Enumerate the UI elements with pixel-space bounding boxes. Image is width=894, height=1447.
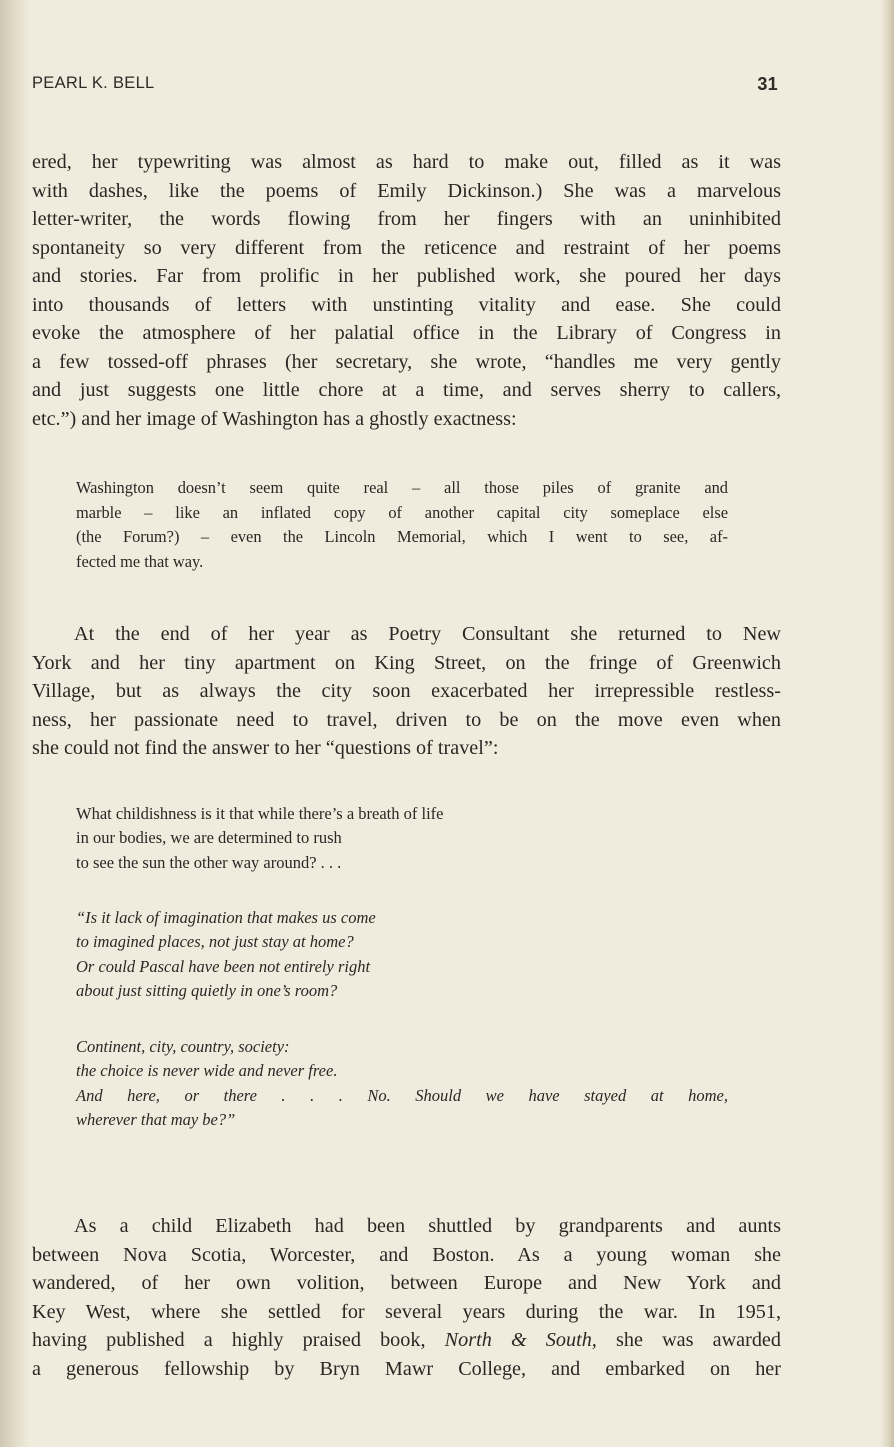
text-line: spontaneity so very different from the reticence and restraint of her poems	[32, 236, 781, 259]
verse-stanza-1	[76, 802, 443, 875]
text-line: a generous fellowship by Bryn Mawr College, and embarked on her	[32, 1357, 781, 1380]
text-line: a few tossed-off phrases (her secretary, she wrote, “handles me very gently	[32, 350, 781, 373]
text-line: with dashes, like the poems of Emily Dickinson.) She was a marvelous	[32, 179, 781, 202]
page-number: 31	[757, 74, 778, 94]
text-line: between Nova Scotia, Worcester, and Boston. As a young woman she	[32, 1243, 781, 1266]
text-line: etc.”) and her image of Washington has a ghostly exactness:	[32, 407, 517, 430]
text-segment: she was awarded	[596, 1329, 781, 1351]
quote-line: (the Forum?) – even the Lincoln Memorial, which I went to see, af-	[76, 527, 728, 546]
verse-line: Continent, city, country, society:	[76, 1037, 290, 1056]
body-paragraph-2	[32, 620, 781, 763]
text-segment: having published a highly praised book,	[32, 1329, 445, 1351]
text-line: and just suggests one little chore at a time, and serves sherry to callers,	[32, 379, 781, 401]
verse-line: And here, or there . . . No. Should we have stayed at home,	[76, 1085, 728, 1105]
quote-line: marble – like an inflated copy of another capital city someplace else	[76, 502, 728, 522]
text-line: she could not find the answer to her “questions of travel”:	[32, 737, 499, 759]
verse-stanza-3	[76, 1035, 728, 1132]
verse-line: Or could Pascal have been not entirely right	[76, 956, 371, 976]
body-paragraph-1	[32, 148, 781, 433]
running-head-author: PEARL K. BELL	[32, 74, 155, 92]
text-line: letter-writer, the words flowing from her fingers with an uninhibited	[32, 208, 781, 230]
text-line: Village, but as always the city soon exacerbated her irrepressible restless-	[32, 680, 781, 702]
body-paragraph-3	[32, 1212, 781, 1383]
quote-line: Washington doesn’t seem quite real – all those piles of granite and	[76, 478, 728, 497]
quote-line: fected me that way.	[76, 551, 204, 571]
book-title: North & South,	[444, 1329, 597, 1351]
verse-stanza-2	[76, 906, 376, 1003]
page-edge-shadow	[880, 0, 894, 1447]
verse-line: “Is it lack of imagination that makes us come	[76, 908, 376, 927]
verse-line: in our bodies, we are determined to rush	[76, 828, 342, 848]
text-line: ered, her typewriting was almost as hard to make out, filled as it was	[32, 151, 781, 173]
verse-line: to imagined places, not just stay at home?	[76, 932, 354, 952]
block-quote-washington	[76, 476, 728, 574]
text-line: York and her tiny apartment on King Street, on the fringe of Greenwich	[32, 651, 781, 674]
text-line: ness, her passionate need to travel, driven to be on the move even when	[32, 708, 781, 731]
text-line-with-title	[32, 1326, 781, 1355]
running-head	[32, 74, 778, 100]
page-gutter-shadow	[0, 0, 30, 1447]
verse-line: wherever that may be?”	[76, 1109, 236, 1129]
text-line: Key West, where she settled for several years during the war. In 1951,	[32, 1300, 781, 1323]
text-line: As a child Elizabeth had been shuttled by grandparents and aunts	[74, 1215, 781, 1237]
verse-line: about just sitting quietly in one’s room?	[76, 980, 338, 1000]
text-line: into thousands of letters with unstinting vitality and ease. She could	[32, 293, 781, 316]
verse-line: What childishness is it that while there’s a breath of life	[76, 804, 444, 823]
verse-line: the choice is never wide and never free.	[76, 1061, 338, 1081]
text-line: evoke the atmosphere of her palatial office in the Library of Congress in	[32, 322, 781, 344]
text-line: At the end of her year as Poetry Consultant she returned to New	[74, 623, 781, 645]
verse-line: to see the sun the other way around? . . .	[76, 852, 342, 872]
text-line: and stories. Far from prolific in her published work, she poured her days	[32, 265, 781, 287]
text-line: wandered, of her own volition, between Europe and New York and	[32, 1272, 781, 1294]
